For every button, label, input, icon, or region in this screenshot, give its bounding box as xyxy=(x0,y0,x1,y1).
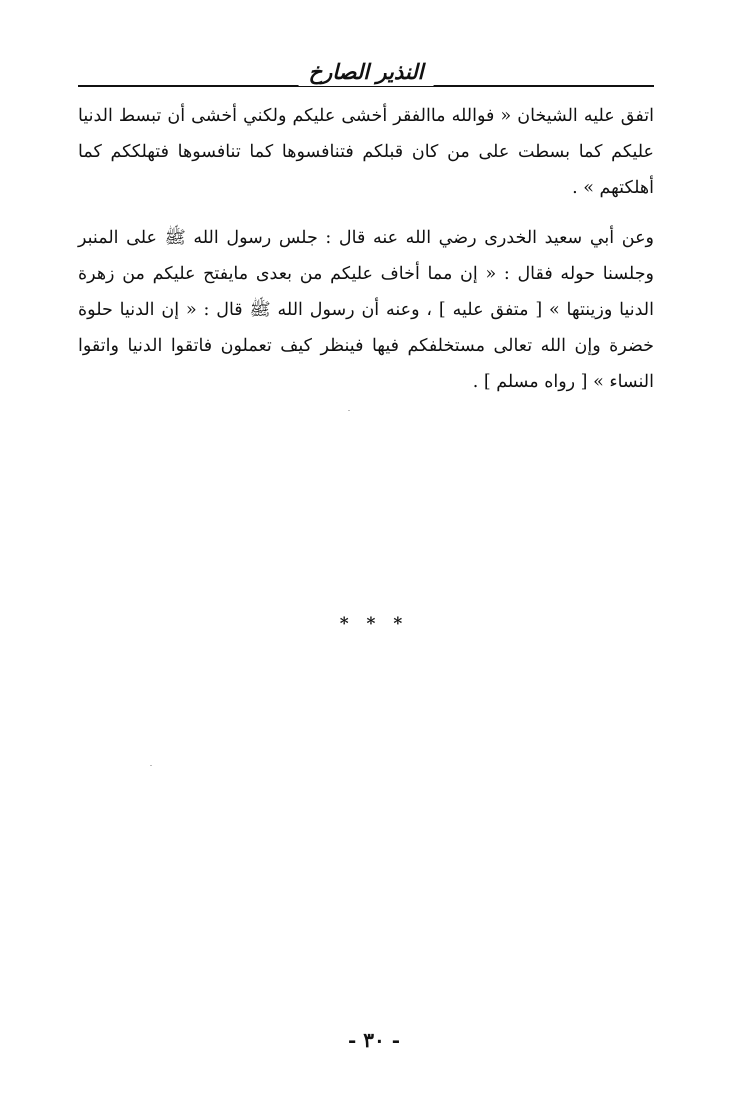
paragraph-1: اتفق عليه الشيخان « فوالله ماالفقر أخشى عليكم ولكني أخشى أن تبسط الدنيا عليكم كما بسطت على من كان قبلكم فتنافسوها كما تنافسوها فتهلككم كما أهلكتهم » . xyxy=(78,106,654,198)
header-title: النذير الصارخ xyxy=(299,58,434,86)
scan-speck xyxy=(348,410,350,411)
page-body xyxy=(78,98,654,400)
scan-speck xyxy=(150,765,152,766)
paragraph-2: وعن أبي سعيد الخدرى رضي الله عنه قال : جلس رسول الله ﷺ على المنبر وجلسنا حوله فقال : « إن مما أخاف عليكم من بعدى مايفتح عليكم من زهرة الدنيا وزينتها » [ متفق عليه ] ، وعنه أن رسول الله ﷺ قال : « إن الدنيا حلوة خضرة وإن الله تعالى مستخلفكم فيها فينظر كيف تعملون فاتقوا الدنيا واتقوا النساء » [ رواه مسلم ] . xyxy=(78,228,654,392)
running-header xyxy=(78,58,654,88)
page-number: - ٣٠ - xyxy=(347,1028,400,1052)
section-separator: * * * xyxy=(339,614,409,634)
